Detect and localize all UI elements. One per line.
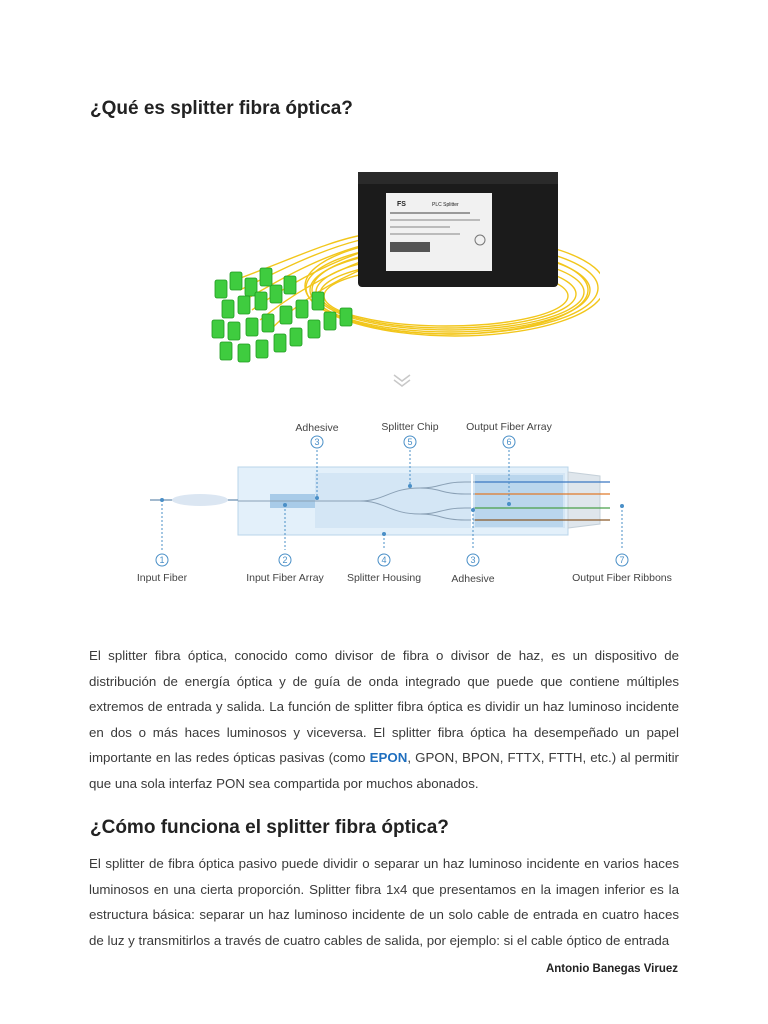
paragraph-definition [89,643,679,796]
epon-link[interactable]: EPON [369,750,408,765]
footer-author: Antonio Banegas Viruez [545,963,678,975]
callout-number: 7 [619,555,625,565]
callout-number: 2 [282,555,288,565]
brand-label: FS [397,201,406,208]
splitter-structure-diagram [120,410,690,595]
paragraph-definition-text: El splitter fibra óptica, conocido como divisor de fibra o divisor de haz, es un dispositivo de distribución de energía óptica y de guía de onda integrado que puede que contiene múltiples extremos de entrada y salida. La función de splitter fibra óptica es dividir un haz luminoso incidente en dos o más haces luminosos y viceversa. El splitter fibra óptica ha desempeñado un papel importante en las redes ópticas pasivas (como [89,648,679,765]
chevron-down-icon [392,372,412,388]
heading-que-es: ¿Qué es splitter fibra óptica? [90,98,353,119]
label-adhesive-top: Adhesive [295,422,339,434]
paragraph-definition-text-end: , GPON, BPON, FTTX, FTTH, etc.) al permitir que una sola interfaz PON sea compartida por muchos abonados. [89,750,679,791]
label-output-fiber-array: Output Fiber Array [466,421,552,433]
callout-number: 3 [470,555,476,565]
heading-como-funciona: ¿Cómo funciona el splitter fibra óptica? [90,817,449,838]
callout-number: 3 [314,437,320,447]
callout-number: 4 [381,555,387,565]
label-splitter-chip: Splitter Chip [381,421,439,433]
callout-number: 1 [159,555,165,565]
label-input-fiber: Input Fiber [136,572,188,584]
label-output-fiber-ribbons: Output Fiber Ribbons [572,572,672,584]
label-input-fiber-array: Input Fiber Array [246,572,324,584]
callout-number: 5 [407,437,413,447]
product-label: PLC Splitter [432,202,459,208]
splitter-product-photo [200,160,600,370]
paragraph-how-it-works: El splitter de fibra óptica pasivo puede dividir o separar un haz luminoso incidente en varios haces luminosos en una cierta proporción. Splitter fibra 1x4 que presentamos en la imagen inferior es la estructura básica: separar un haz luminoso incidente de un solo cable de entrada en cuatro haces de luz y transmitirlos a través de cuatro cables de salida, por ejemplo: si el cable óptico de entrada [89,856,679,948]
label-adhesive-bottom: Adhesive [451,573,495,585]
label-splitter-housing: Splitter Housing [346,572,422,584]
callout-number: 6 [506,437,512,447]
